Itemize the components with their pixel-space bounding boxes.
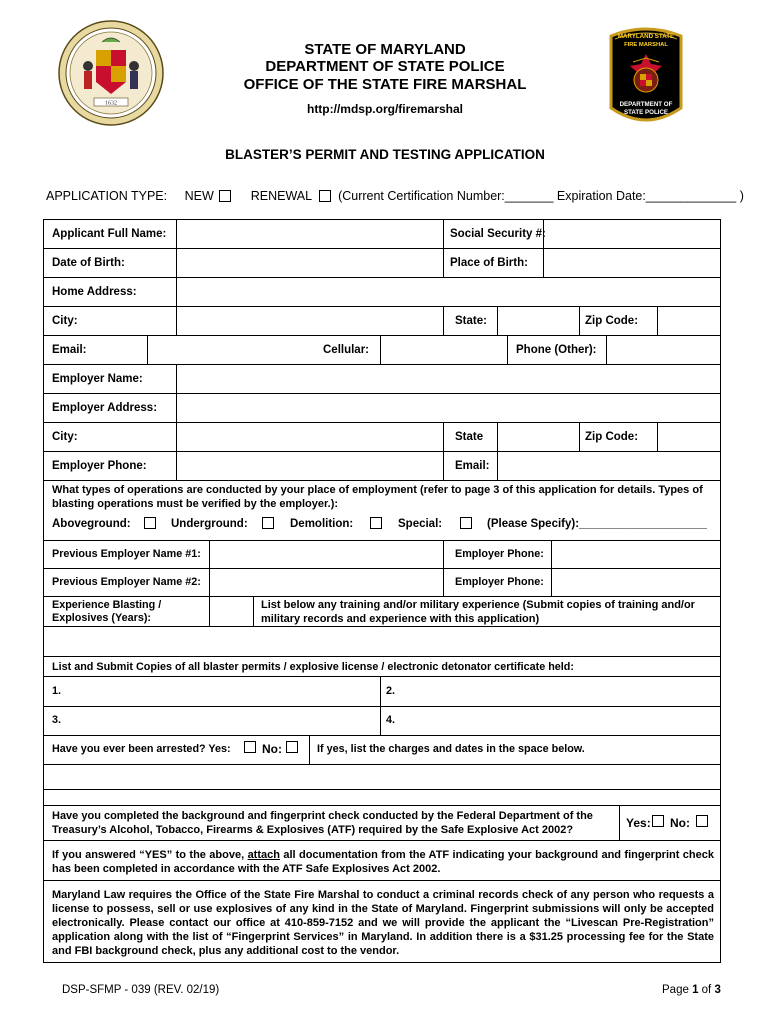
dob-label: Date of Birth:	[52, 257, 125, 269]
employer-email-input[interactable]	[498, 452, 719, 479]
underground-label: Underground:	[171, 518, 248, 530]
previous-employer-2-phone-input[interactable]	[552, 569, 719, 595]
permit-3-label: 3.	[52, 714, 62, 726]
arrest-no-checkbox[interactable]	[286, 741, 298, 753]
experience-years-input[interactable]	[210, 597, 252, 625]
maryland-law-notice: Maryland Law requires the Office of the State Fire Marshal to conduct a criminal records check of any person who requests a license to possess, sell or use explosives of any kind in the State of Maryland. Fingerprint submissions will only be accepted electronically. Please contact our office at 410-859-7152 and we will provide the applicant the “Livescan Pre-Registration” application along with the list of “Fingerprint Services” in Maryland. In addition there is a $31.25 processing fee for the State and FBI background check, plus any additional cost to the vendor.	[52, 889, 714, 957]
permits-heading: List and Submit Copies of all blaster permits / explosive license / electronic detonator certificate held:	[52, 661, 574, 673]
specify-field[interactable]: (Please Specify):____________________	[487, 518, 707, 530]
training-instructions: List below any training and/or military experience (Submit copies of training and/or military records and experience with this application)	[261, 599, 695, 625]
experience-label-line2: Explosives (Years):	[52, 612, 152, 624]
application-form-table	[43, 219, 721, 963]
header-department: DEPARTMENT OF STATE POLICE	[265, 58, 505, 75]
renewal-label: RENEWAL	[250, 188, 313, 203]
background-check-question: Have you completed the background and fingerprint check conducted by the Federal Department of the Treasury’s Alcohol, Tobacco, Firearms & Explosives (ATF) required by the Safe Explosive Act 2002?	[52, 810, 593, 836]
cellular-input[interactable]	[381, 336, 506, 363]
city-input[interactable]	[177, 307, 442, 334]
aboveground-label: Aboveground:	[52, 518, 131, 530]
header-url[interactable]: http://mdsp.org/firemarshal	[306, 102, 464, 116]
pob-input[interactable]	[544, 249, 719, 276]
phone-other-input[interactable]	[607, 336, 719, 363]
arrest-details-input-2[interactable]	[45, 790, 719, 804]
background-yes-checkbox[interactable]	[652, 815, 664, 827]
arrest-note: If yes, list the charges and dates in the space below.	[317, 743, 585, 755]
employer-phone-label: Employer Phone:	[52, 460, 147, 472]
special-checkbox[interactable]	[460, 517, 472, 529]
certification-text: (Current Certification Number:_______ Expiration Date:_____________ )	[338, 188, 744, 203]
home-address-label: Home Address:	[52, 286, 137, 298]
pob-label: Place of Birth:	[450, 257, 528, 269]
cellular-label: Cellular:	[323, 344, 370, 356]
aboveground-checkbox[interactable]	[144, 517, 156, 529]
fire-marshal-badge	[605, 22, 687, 132]
full-name-label: Applicant Full Name:	[52, 228, 167, 240]
demolition-label: Demolition:	[290, 518, 354, 530]
permit-1-input[interactable]	[64, 677, 379, 705]
employer-address-input[interactable]	[177, 394, 719, 421]
permit-2-label: 2.	[386, 685, 396, 697]
permit-2-input[interactable]	[399, 677, 719, 705]
employer-zip-label: Zip Code:	[585, 431, 639, 443]
header-office: OFFICE OF THE STATE FIRE MARSHAL	[243, 76, 527, 93]
form-title: BLASTER’S PERMIT AND TESTING APPLICATION	[225, 147, 545, 162]
employer-address-label: Employer Address:	[52, 402, 158, 414]
arrest-yes-checkbox[interactable]	[244, 741, 256, 753]
previous-employer-2-phone-label: Employer Phone:	[455, 576, 544, 588]
employer-email-label: Email:	[455, 460, 490, 472]
atf-attachment-note: If you answered “YES” to the above, attach all documentation from the ATF indicating your background and fingerprint check has been completed in accordance with the ATF Safe Explosives Act 2002.	[52, 849, 714, 875]
previous-employer-1-phone-label: Employer Phone:	[455, 548, 544, 560]
background-no-label: No:	[670, 816, 690, 830]
renewal-checkbox[interactable]	[319, 190, 331, 202]
special-label: Special:	[398, 518, 443, 530]
form-number: DSP-SFMP - 039 (REV. 02/19)	[62, 984, 220, 996]
badge-bottom-text-2: STATE POLICE	[623, 109, 669, 116]
zip-input[interactable]	[658, 307, 719, 334]
arrest-question: Have you ever been arrested? Yes:	[52, 743, 231, 755]
zip-label: Zip Code:	[585, 315, 639, 327]
previous-employer-1-phone-input[interactable]	[552, 541, 719, 567]
dob-input[interactable]	[177, 249, 442, 276]
employer-name-input[interactable]	[177, 365, 719, 392]
employer-phone-input[interactable]	[177, 452, 442, 479]
demolition-checkbox[interactable]	[370, 517, 382, 529]
previous-employer-1-label: Previous Employer Name #1:	[52, 548, 201, 560]
training-input[interactable]	[45, 627, 719, 655]
header-state: STATE OF MARYLAND	[304, 41, 466, 58]
ssn-input[interactable]	[544, 221, 719, 247]
page-number: Page 1 of 3	[662, 984, 721, 996]
ssn-label: Social Security #:	[450, 228, 546, 240]
phone-other-label: Phone (Other):	[516, 344, 597, 356]
employer-state-label: State	[455, 431, 484, 443]
new-checkbox[interactable]	[219, 190, 231, 202]
previous-employer-2-label: Previous Employer Name #2:	[52, 576, 201, 588]
badge-top-text-2: FIRE MARSHAL	[624, 42, 668, 48]
experience-label-line1: Experience Blasting /	[52, 599, 162, 611]
permit-1-label: 1.	[52, 685, 62, 697]
application-type-label: APPLICATION TYPE:	[46, 188, 168, 203]
arrest-no-label: No:	[262, 742, 282, 756]
email-input[interactable]	[148, 336, 328, 363]
employer-city-input[interactable]	[177, 423, 442, 450]
employer-state-input[interactable]	[498, 423, 578, 450]
state-input[interactable]	[498, 307, 578, 334]
permit-4-label: 4.	[386, 714, 396, 726]
operations-question: What types of operations are conducted by your place of employment (refer to page 3 of this application for details. Types of blasting operations must be verified by the employer.):	[52, 484, 703, 510]
employer-zip-input[interactable]	[658, 423, 719, 450]
previous-employer-1-input[interactable]	[210, 541, 442, 567]
underground-checkbox[interactable]	[262, 517, 274, 529]
employer-name-label: Employer Name:	[52, 373, 143, 385]
previous-employer-2-input[interactable]	[210, 569, 442, 595]
application-type-row	[46, 188, 744, 203]
full-name-input[interactable]	[177, 221, 442, 247]
city-label: City:	[52, 315, 78, 327]
background-yes-label: Yes:	[626, 816, 651, 830]
employer-city-label: City:	[52, 431, 78, 443]
email-label: Email:	[52, 344, 87, 356]
new-label: NEW	[184, 188, 214, 203]
badge-bottom-text-1: DEPARTMENT OF	[619, 101, 673, 108]
seal-year: 1632	[105, 100, 117, 107]
badge-top-text-1: MARYLAND STATE	[617, 33, 675, 40]
arrest-details-input-1[interactable]	[45, 765, 719, 788]
permit-3-input[interactable]	[64, 707, 379, 734]
state-label: State:	[455, 315, 487, 327]
home-address-input[interactable]	[177, 278, 719, 305]
background-no-checkbox[interactable]	[696, 815, 708, 827]
permit-4-input[interactable]	[399, 707, 719, 734]
